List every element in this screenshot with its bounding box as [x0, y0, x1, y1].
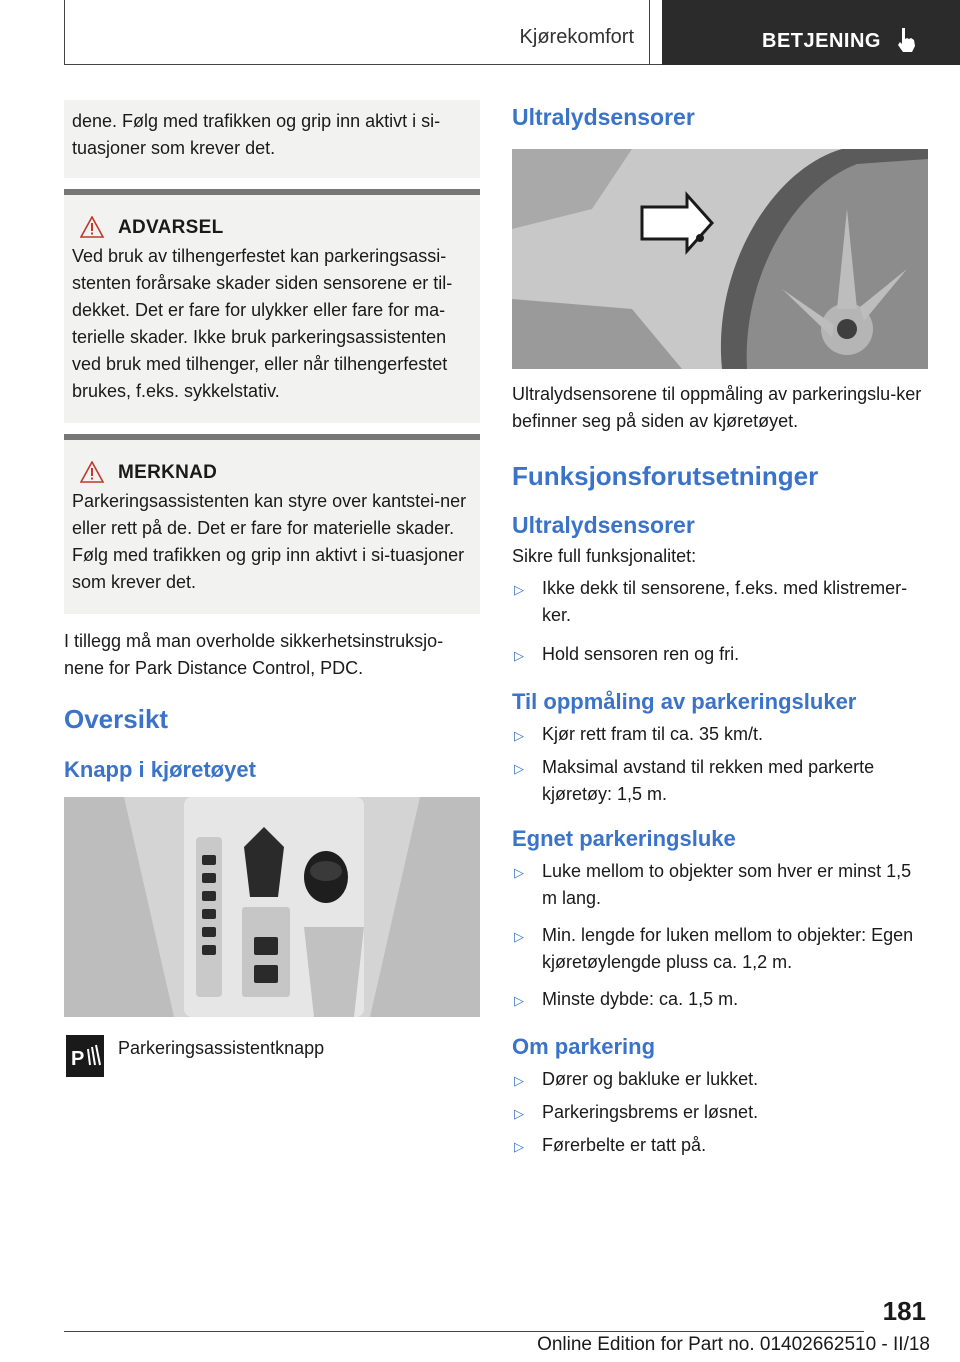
triangle-bullet-icon: ▷ — [514, 582, 524, 597]
parking-assistant-button-icon — [66, 1035, 104, 1077]
sensor-location-photo — [512, 149, 928, 369]
heading-suitable-gap: Egnet parkeringsluke — [512, 826, 736, 851]
warning-title: ADVARSEL — [118, 216, 224, 238]
triangle-bullet-icon: ▷ — [514, 648, 524, 663]
triangle-bullet-icon: ▷ — [514, 1073, 524, 1088]
svg-text:P: P — [71, 1048, 85, 1070]
list-item-text: Maksimal avstand til rekken med parkerte kjøretøy: 1,5 m. — [542, 757, 875, 804]
list-item-text: Førerbelte er tatt på. — [542, 1135, 707, 1155]
list-item — [512, 1066, 928, 1094]
notice-text: Parkeringsassistenten kan styre over kantstei‐ner eller rett på de. Det er fare for materielle skader. Følg med trafikken og grip inn aktivt i si‐tuasjoner som krever det. — [72, 491, 467, 592]
list-item — [512, 575, 928, 629]
list-item-text: Parkeringsbrems er løsnet. — [542, 1102, 759, 1122]
footer-edition: Online Edition for Part no. 01402662510 - II/18 — [537, 1334, 930, 1355]
list-item-text: Dører og bakluke er lukket. — [542, 1069, 759, 1089]
notice-triangle-icon — [80, 461, 104, 483]
list-item — [512, 754, 928, 808]
warning-box — [64, 189, 480, 423]
pointing-hand-icon — [894, 26, 918, 54]
heading-about-parking: Om parkering — [512, 1034, 656, 1059]
header-chapter-tab — [662, 0, 960, 65]
list-item — [512, 1099, 928, 1127]
notice-title: MERKNAD — [118, 461, 218, 483]
heading-button-in-vehicle: Knapp i kjøretøyet — [64, 757, 256, 782]
heading-overview: Oversikt — [64, 704, 169, 734]
list-item-text: Ikke dekk til sensorene, f.eks. med klistremer‐ker. — [542, 578, 908, 625]
heading-measuring-gaps: Til oppmåling av parkeringsluker — [512, 689, 857, 714]
full-function-label: Sikre full funksjonalitet: — [512, 546, 697, 566]
measure-list — [512, 721, 928, 808]
list-item — [512, 986, 928, 1014]
list-item — [512, 1132, 928, 1160]
header-chapter-title: BETJENING — [762, 30, 881, 52]
notice-header — [72, 458, 472, 486]
pdc-paragraph: I tillegg må man overholde sikkerhetsinstruksjo‐nene for Park Distance Control, PDC. — [64, 631, 444, 678]
right-column — [512, 100, 928, 1160]
page-number: 181 — [882, 1296, 926, 1326]
list-item — [512, 922, 928, 976]
triangle-bullet-icon: ▷ — [514, 929, 524, 944]
warning-text: Ved bruk av tilhengerfestet kan parkeringsassi‐stenten forårsake skader siden sensorene er til‐dekket. Det er fare for ulykker eller fare for ma‐terielle skader. Ikke bruk parkeringsassistenten ved bruk med tilhenger, eller når tilhengerfestet brukes, f.eks. sykkelstativ. — [72, 246, 453, 401]
triangle-bullet-icon: ▷ — [514, 1106, 524, 1121]
list-item — [512, 721, 928, 749]
notice-box — [64, 434, 480, 614]
footer-rule — [64, 1331, 864, 1332]
list-item-text: Min. lengde for luken mellom to objekter: Egen kjøretøylengde pluss ca. 1,2 m. — [542, 925, 914, 972]
suitable-gap-list — [512, 858, 928, 1014]
list-item — [512, 858, 928, 912]
parking-list — [512, 1066, 928, 1160]
triangle-bullet-icon: ▷ — [514, 865, 524, 880]
button-caption: Parkeringsassistentknapp — [118, 1038, 325, 1058]
triangle-bullet-icon: ▷ — [514, 1139, 524, 1154]
sensor-requirements-list — [512, 575, 928, 669]
left-column — [64, 100, 480, 1077]
button-caption-row — [64, 1035, 480, 1077]
heading-function-requirements: Funksjonsforutsetninger — [512, 461, 819, 491]
note-continuation: dene. Følg med trafikken og grip inn aktivt i si‐tuasjoner som krever det. — [64, 100, 480, 178]
triangle-bullet-icon: ▷ — [514, 993, 524, 1008]
list-item-text: Hold sensoren ren og fri. — [542, 644, 740, 664]
heading-ultrasonic-sensors-2: Ultralydsensorer — [512, 512, 695, 538]
sensor-caption: Ultralydsensorene til oppmåling av parkeringslu‐ker befinner seg på siden av kjøretøyet. — [512, 384, 922, 431]
list-item — [512, 641, 928, 669]
list-item-text: Minste dybde: ca. 1,5 m. — [542, 989, 739, 1009]
list-item-text: Kjør rett fram til ca. 35 km/t. — [542, 724, 764, 744]
header-section-title: Kjørekomfort — [519, 26, 634, 48]
center-console-photo — [64, 797, 480, 1017]
triangle-bullet-icon: ▷ — [514, 761, 524, 776]
heading-ultrasonic-sensors: Ultralydsensorer — [512, 104, 695, 130]
warning-header — [72, 213, 472, 241]
warning-triangle-icon — [80, 216, 104, 238]
triangle-bullet-icon: ▷ — [514, 728, 524, 743]
list-item-text: Luke mellom to objekter som hver er minst 1,5 m lang. — [542, 861, 912, 908]
